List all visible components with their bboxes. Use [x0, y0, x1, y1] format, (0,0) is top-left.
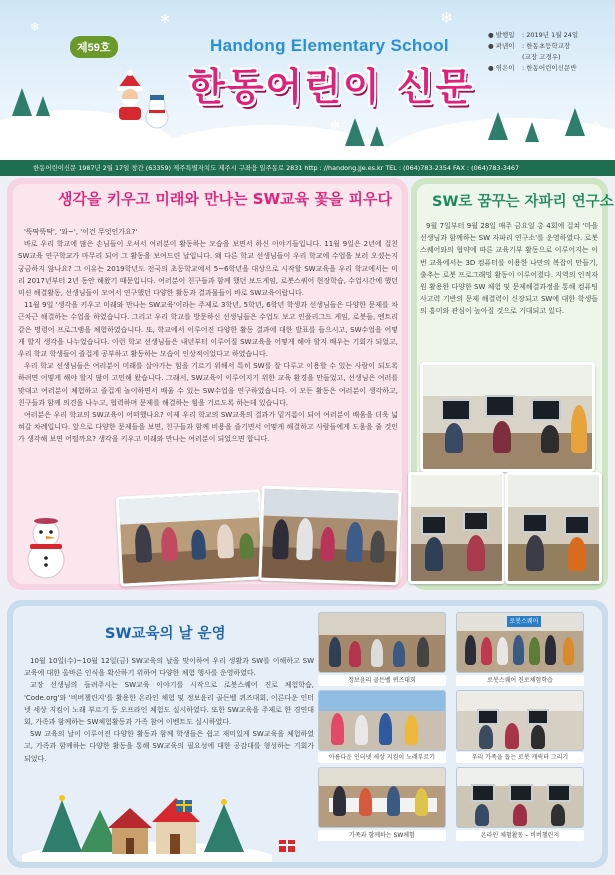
info-row — [488, 30, 610, 41]
gallery-caption: 우리 가족을 돕는 로봇 캐릭터 그리기 — [456, 752, 584, 763]
side-article-title: SW로 꿈꾸는 자파리 연구소 — [432, 194, 614, 210]
pine-tree-icon — [36, 96, 50, 116]
main-article-title: 생각을 키우고 미래와 만나는 SW교육 꽃을 피우다 — [58, 190, 392, 208]
computer-lab-photo — [408, 472, 505, 584]
paragraph: 10월 10일(수)~10월 12일(금) SW교육의 날을 맞이하여 우리 생활과 SW를 이해하고 SW 교육에 대한 올바른 인식을 확산하기 위하여 다양한 체험 행사를 운영하였다. — [24, 657, 314, 678]
info-row — [488, 52, 610, 63]
info-value: : 한동초등학교장 — [522, 42, 571, 50]
publication-info — [488, 30, 610, 74]
snowflake-icon: ✻ — [330, 118, 341, 132]
snowman-icon — [16, 510, 76, 580]
bottom-article-title: SW교육의 날 운영 — [105, 626, 226, 642]
pine-tree-icon — [345, 118, 365, 146]
paragraph: '뚝딱뚝딱', '와~', '이건 무엇인가요?' — [24, 228, 138, 236]
paragraph: 11월 9일 '생각을 키우고 미래와 만나는 SW교육'이라는 주제로 3학년, 5학년, 6학년 학생과 선생님들은 다양한 문제를 차근차근 해결하는 수업을 하였습니다. 그리고 우리 학교를 방문하신 선생님들은 수업도 보고 인플리그드 게임, 로봇들, 엔트리 같은 명령어 프로그램을 체험하였습니다. 또, 학교에서 이루어진 다양한 활동 결과에 대한 발표를 들으시고, SW수업을 어떻게 할지 생각을 나누었습니다. 이런 학교 선생님들은 내년부터 이루어질 SW교육을 어떻게 해야 할지 배우는 기회가 되었고, 우리 학교 학생들이 즐겁게 공부하고 활동하는 모습이 인상적이었다고 하였습니다. — [18, 301, 398, 359]
gallery-photo — [456, 690, 584, 751]
gallery-caption: 정보윤리 골든벨 퀴즈대회 — [318, 675, 446, 686]
gallery-caption: 온라인 체험활동 – 비버챌린지 — [456, 830, 584, 841]
info-row — [488, 41, 610, 52]
pine-tree-icon — [525, 122, 539, 142]
gallery-photo — [318, 690, 446, 751]
gallery-photo — [456, 612, 584, 673]
gallery-photo — [318, 612, 446, 673]
masthead — [0, 0, 615, 160]
newspaper-title: 한동어린이 신문 — [188, 65, 475, 109]
info-row — [488, 63, 610, 74]
classroom-photo — [258, 486, 401, 586]
snowman-icon — [140, 95, 174, 129]
paragraph: 교장 선생님의 들려주시는 SW교육 이야기를 시작으로 로봇스퀘어 진로 체험학습, 'Code.org'와 '비버챌린지'를 활용한 온라인 체험 및 정보윤리 골든벨 퀴즈대회, 이른다운 인터넷 세상 지킴이 노래 부르기 등 오프라인 체험도 실시하였다. 또한 SW교육을 주제로 한 경연대회, 가족과 함께하는 SW체험활동과 가족 참여 이벤트도 실시하였다. — [24, 681, 314, 727]
info-key — [488, 52, 522, 63]
paragraph: SW 교육의 날이 이루어진 다양한 활동과 함께 학생들은 쉽고 재미있게 SW교육을 체험하였고, 가족과 함께하는 다양한 활동을 통해 SW교육의 필요성에 대한 공감대를 형성하는 기회가 되었다. — [24, 730, 314, 763]
snowflake-icon: ✻ — [160, 12, 171, 26]
gallery-photo — [456, 767, 584, 828]
contact-bar: 한동어린이신문 1987년 2월 17일 창간 (63359) 제주특별자치도 제주시 구좌읍 일주동로 2831 http : //handong.jje.es.kr TEL : (064)783-2354 FAX : (064)783-3467 — [0, 160, 615, 176]
gallery-caption: 로봇스퀘어 진로체험학습 — [456, 675, 584, 686]
info-value: (교장 고경우) — [522, 53, 561, 61]
pine-tree-icon — [488, 112, 508, 140]
info-key: ● 엮은이 — [488, 63, 522, 74]
side-article-body — [420, 220, 598, 356]
snowflake-icon: ❄ — [30, 20, 41, 34]
pine-tree-icon — [370, 126, 384, 146]
christmas-village-illustration — [22, 780, 272, 862]
info-key: ● 펴낸이 — [488, 41, 522, 52]
info-value: : 한동어린이신문반 — [522, 64, 577, 72]
computer-lab-photo — [505, 472, 602, 584]
gift-icon — [278, 835, 296, 853]
gallery-caption: 가족과 함께하는 SW체험 — [318, 830, 446, 841]
gift-icon — [175, 795, 193, 813]
classroom-photo — [116, 489, 266, 586]
computer-lab-photo — [420, 362, 595, 472]
pine-tree-icon — [565, 108, 585, 136]
info-value: : 2019년 1월 24일 — [522, 31, 579, 39]
paragraph: 바로 우리 학교에 많은 손님들이 오셔서 여러분이 활동하는 모습을 보면서 하신 이야기들입니다. 11월 9일은 2년에 걸친 SW교육 연구학교가 마무리 되어 그 활동을 보여드린 날입니다. 왜 다른 학교 선생님들이 우리 학교에 수업을 보러 오셨는지 궁금하지 않나요? 그 이유는 2019학년도 전국의 초등학교에서 5~6학년을 대상으로 시작할 SW교육을 우리 학교에서는 미리 2017년부터 2년 동안 해왔기 때문입니다. 여러분이 친구들과 함께 했던 보드게임, 로봇스쿼어 현장학습, 수업시간에 했던 미션 해결활동, 선생님들이 모여서 연구했던 다양한 활동과 결과물들이 바로 SW교육이랍니다. — [18, 240, 398, 298]
snowflake-icon: ❄ — [590, 120, 602, 136]
gallery-caption: 아름다운 인터넷 세상 지킴이 노래부르기 — [318, 752, 446, 763]
info-key: ● 발행일 — [488, 30, 522, 41]
paragraph: 우리 학교 선생님들은 여러분이 미래를 살아가는 힘을 기르기 위해서 특히 SW를 잘 다루고 이용할 수 있는 사람이 되도록 하려면 어떻게 해야 할지 많이 고민해 왔습니다. 그래서, SW교육이 이루어지기 위한 교육 환경을 만들었고, 선생님은 여러를 맞대고 여러분이 체험하고 즐겁게 놀이하면서 배울 수 있는 SW수업을 연구하였습니다. 이 모든 활동은 여러분이 생각하고, 친구들과 함께 의견을 나누고, 협력하며 문제를 해결하는 힘을 기르도록 하는데 있습니다. — [18, 362, 398, 407]
pine-tree-icon — [12, 88, 32, 116]
robot-square-sign: 로봇스퀘어 — [507, 616, 541, 627]
main-article-body — [18, 226, 398, 491]
paragraph: 여러분은 우리 학교의 SW교육이 어떠했나요? 이제 우리 학교의 SW교육의 결과가 밑거름이 되어 여러분이 배움을 더욱 넓혀갈 차례입니다. 앞으로 다양한 문제들을 보면, 친구들과 함께 비용을 즐기면서 어떻게 해결하고 사람들에게 도움을 줄 것인가 생각해 보면 어떨까요? 생각을 키우고 미래와 만나는 여러분이 되었으면 합니다. — [18, 411, 398, 444]
bottom-article-body — [24, 655, 314, 785]
issue-number-badge: 제59호 — [70, 36, 118, 58]
gallery-photo — [318, 767, 446, 828]
paragraph: 9월 7일부터 9월 28일 매주 금요일 총 4회에 걸쳐 '마을 선생님과 함께하는 SW 자파리 연구소'를 운영하였다. 로봇스퀘어와의 협약에 따른 교육기부 활동으로 이루어지는 이번 교육에서는 3D 컴퓨터를 이용한 나만의 복잡이 만들기, 출추는 로봇 프로그래밍 활동이 이루어졌다. 지역의 인적자원 활용한 다양한 SW 체험 및 문제해결과정을 통해 컴퓨팅사고력 기반의 문제 해결력이 신장되고 SW에 대한 학생들의 흥미와 관심이 높아질 것으로 기대되고 있다. — [420, 222, 598, 316]
snowflake-icon: ❄ — [440, 8, 454, 27]
school-name: Handong Elementary School — [210, 36, 449, 55]
